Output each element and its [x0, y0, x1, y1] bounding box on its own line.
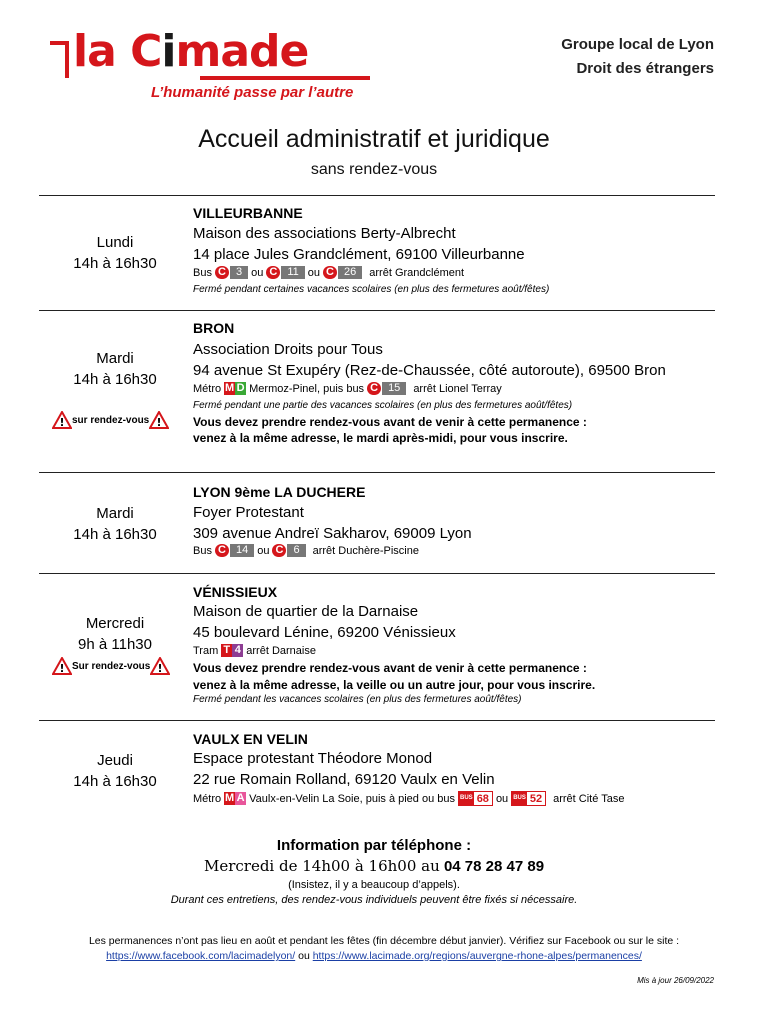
- divider: [39, 195, 715, 196]
- footer-links: https://www.facebook.com/lacimadelyon/ ou https://www.lacimade.org/regions/auvergne-rhone-alpes/permanences/: [106, 950, 642, 962]
- entry-hours: 14h à 16h30: [73, 255, 157, 272]
- divider: [39, 720, 715, 721]
- entry-address: 22 rue Romain Rolland, 69120 Vaulx en Velin: [193, 771, 495, 788]
- rdv-notice: ! sur rendez-vous !: [52, 411, 169, 429]
- entry-address: 14 place Jules Grandclément, 69100 Villeurbanne: [193, 246, 525, 263]
- phone-line: Mercredi de 14h00 à 16h00 au 04 78 28 47 89: [203, 857, 545, 875]
- svg-text:!: !: [59, 662, 65, 675]
- entry-warning-1: Vous devez prendre rendez-vous avant de venir à cette permanence :: [193, 661, 587, 675]
- bus-badge: C 6: [272, 544, 305, 557]
- phone-heading: Information par téléphone :: [276, 837, 472, 854]
- facebook-link[interactable]: https://www.facebook.com/lacimadelyon/: [106, 950, 296, 962]
- entry-address: 94 avenue St Exupéry (Rez-de-Chaussée, côté autoroute), 69500 Bron: [193, 362, 666, 379]
- svg-text:!: !: [157, 662, 163, 675]
- entry-place: VÉNISSIEUX: [193, 584, 278, 600]
- entry-hours: 9h à 11h30: [78, 636, 152, 653]
- header-group: Groupe local de Lyon: [561, 36, 714, 53]
- entry-place: LYON 9ème LA DUCHERE: [193, 484, 366, 500]
- entry-venue: Espace protestant Théodore Monod: [193, 750, 433, 767]
- bus-badge: BUS 68: [458, 791, 493, 806]
- bus-badge: C 26: [323, 266, 362, 279]
- entry-venue: Association Droits pour Tous: [193, 341, 383, 358]
- entry-note: Fermé pendant les vacances scolaires (en plus des fermetures août/fêtes): [193, 694, 522, 705]
- entry-place: BRON: [193, 320, 235, 336]
- entry-hours: 14h à 16h30: [73, 526, 157, 543]
- website-link[interactable]: https://www.lacimade.org/regions/auvergne-rhone-alpes/permanences/: [312, 950, 642, 962]
- entry-transport: Tram T 4 arrêt Darnaise: [193, 644, 316, 657]
- entry-place: VAULX EN VELIN: [193, 731, 308, 747]
- divider: [39, 573, 715, 574]
- svg-text:!: !: [156, 416, 162, 429]
- page-subtitle: sans rendez-vous: [310, 161, 438, 178]
- entry-day: Lundi: [96, 234, 134, 251]
- divider: [39, 310, 715, 311]
- rdv-notice: ! Sur rendez-vous !: [52, 657, 170, 675]
- entry-hours: 14h à 16h30: [73, 773, 157, 790]
- warning-icon: [52, 411, 72, 429]
- header-topic: Droit des étrangers: [576, 60, 714, 77]
- entry-note: Fermé pendant une partie des vacances scolaires (en plus des fermetures août/fêtes): [193, 400, 573, 411]
- tram-badge: T 4: [221, 644, 243, 657]
- phone-number[interactable]: 04 78 28 47 89: [443, 858, 545, 875]
- svg-text:!: !: [59, 416, 65, 429]
- metro-badge: M D: [225, 382, 245, 394]
- entry-day: Mardi: [96, 350, 134, 367]
- entry-address: 309 avenue Andreï Sakharov, 69009 Lyon: [193, 525, 472, 542]
- entry-place: VILLEURBANNE: [193, 205, 303, 221]
- footer-text: Les permanences n’ont pas lieu en août et pendant les fêtes (fin décembre début janvier). Vérifiez sur Facebook ou sur le site :: [88, 935, 680, 947]
- page-title: Accueil administratif et juridique: [198, 125, 550, 153]
- warning-icon: [52, 657, 72, 675]
- bus-badge: BUS 52: [511, 791, 546, 806]
- entry-note: Fermé pendant certaines vacances scolaires (en plus des fermetures août/fêtes): [193, 284, 550, 295]
- divider: [39, 472, 715, 473]
- phone-insist: (Insistez, il y a beaucoup d’appels).: [288, 879, 460, 891]
- entry-venue: Maison de quartier de la Darnaise: [193, 603, 419, 620]
- entry-transport: Bus C 3 ou C 11 ou C 26 arrêt Grandclément: [193, 266, 465, 279]
- entry-transport: Bus C 14 ou C 6 arrêt Duchère-Piscine: [193, 544, 419, 557]
- entry-transport: Métro M D Mermoz-Pinel, puis bus C 15 arrêt Lionel Terray: [193, 382, 502, 395]
- entry-venue: Foyer Protestant: [193, 504, 304, 521]
- warning-icon: [150, 657, 170, 675]
- entry-warning-1: Vous devez prendre rendez-vous avant de venir à cette permanence :: [193, 415, 587, 429]
- logo-wordmark: la Cimade: [73, 26, 309, 77]
- entry-address: 45 boulevard Lénine, 69200 Vénissieux: [193, 624, 456, 641]
- entry-hours: 14h à 16h30: [73, 371, 157, 388]
- update-date: Mis à jour 26/09/2022: [637, 976, 714, 985]
- bus-badge: C 3: [215, 266, 248, 279]
- entry-day: Jeudi: [97, 752, 133, 769]
- entry-warning-2: venez à la même adresse, la veille ou un autre jour, pour vous inscrire.: [193, 678, 596, 692]
- entry-warning-2: venez à la même adresse, le mardi après-midi, pour vous inscrire.: [193, 431, 568, 445]
- bus-badge: C 11: [266, 266, 304, 279]
- warning-icon: [149, 411, 169, 429]
- entry-transport: Métro M A Vaulx-en-Velin La Soie, puis à pied ou bus BUS 68 ou BUS 52 arrêt Cité Tase: [193, 792, 625, 805]
- entry-day: Mercredi: [85, 615, 145, 632]
- phone-note: Durant ces entretiens, des rendez-vous individuels peuvent être fixés si nécessaire.: [170, 894, 578, 906]
- metro-badge: M A: [225, 792, 245, 804]
- entry-venue: Maison des associations Berty-Albrecht: [193, 225, 456, 242]
- logo: [45, 26, 375, 105]
- bus-badge: C 15: [367, 382, 406, 395]
- entry-day: Mardi: [96, 505, 134, 522]
- bus-badge: C 14: [215, 544, 254, 557]
- logo-tagline: L’humanité passe par l’autre: [151, 84, 354, 101]
